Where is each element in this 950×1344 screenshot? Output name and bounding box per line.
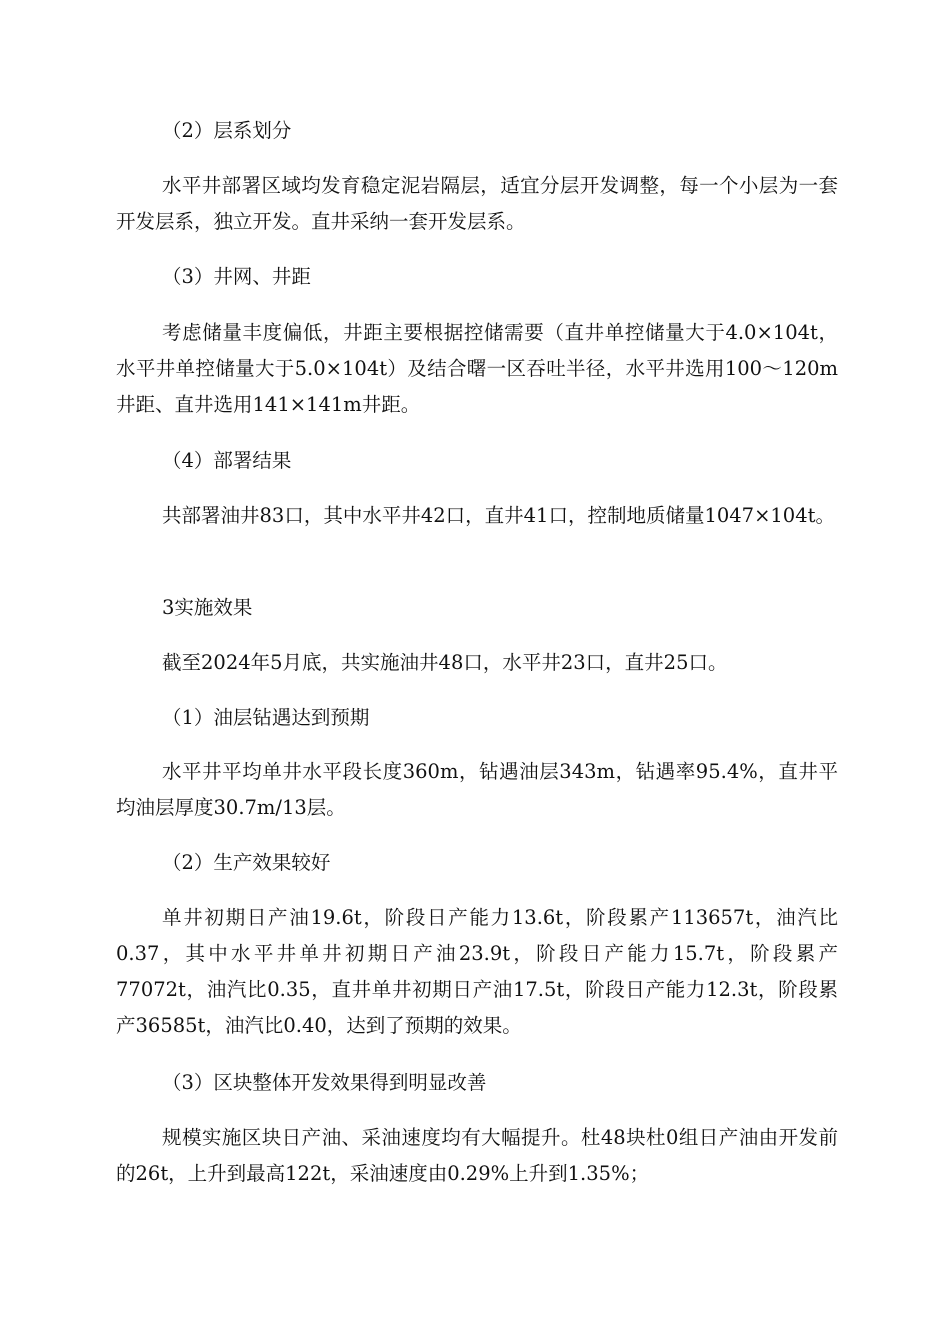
paragraph-well-grid: 考虑储量丰度偏低，井距主要根据控储需要（直井单控储量大于4.0×104t，水平井单控储量大于5.0×104t）及结合曙一区吞吐半径，水平井选用100～120m井距、直井选用141×141m井距。 [116,321,838,416]
paragraph-production: 单井初期日产油19.6t，阶段日产能力13.6t，阶段累产113657t，油汽比0.37，其中水平井单井初期日产油23.9t，阶段日产能力15.7t，阶段累产77072t，油汽比0.35，直井单井初期日产油17.5t，阶段日产能力12.3t，阶段累产36585t，油汽比0.40，达到了预期的效果。 [116,906,838,1037]
section-heading-block-development: （3）区块整体开发效果得到明显改善 [162,1071,487,1094]
section-heading-implementation-effect: 3实施效果 [162,596,253,619]
section-heading-production: （2）生产效果较好 [162,851,331,874]
paragraph-drilling: 水平井平均单井水平段长度360m，钻遇油层343m，钻遇率95.4%，直井平均油层厚度30.7m/13层。 [116,760,838,819]
section-heading-drilling: （1）油层钻遇达到预期 [162,706,370,729]
paragraph-layer-division: 水平井部署区域均发育稳定泥岩隔层，适宜分层开发调整，每一个小层为一套开发层系，独立开发。直井采纳一套开发层系。 [116,174,838,233]
section-heading-layer-division: （2）层系划分 [162,119,292,142]
paragraph-implementation-effect: 截至2024年5月底，共实施油井48口，水平井23口，直井25口。 [162,651,728,674]
section-heading-well-grid: （3）井网、井距 [162,265,311,288]
section-heading-deployment-result: （4）部署结果 [162,449,292,472]
paragraph-deployment-result: 共部署油井83口，其中水平井42口，直井41口，控制地质储量1047×104t。 [162,504,835,527]
paragraph-block-development: 规模实施区块日产油、采油速度均有大幅提升。杜48块杜0组日产油由开发前的26t，上升到最高122t，采油速度由0.29%上升到1.35%； [116,1126,838,1185]
